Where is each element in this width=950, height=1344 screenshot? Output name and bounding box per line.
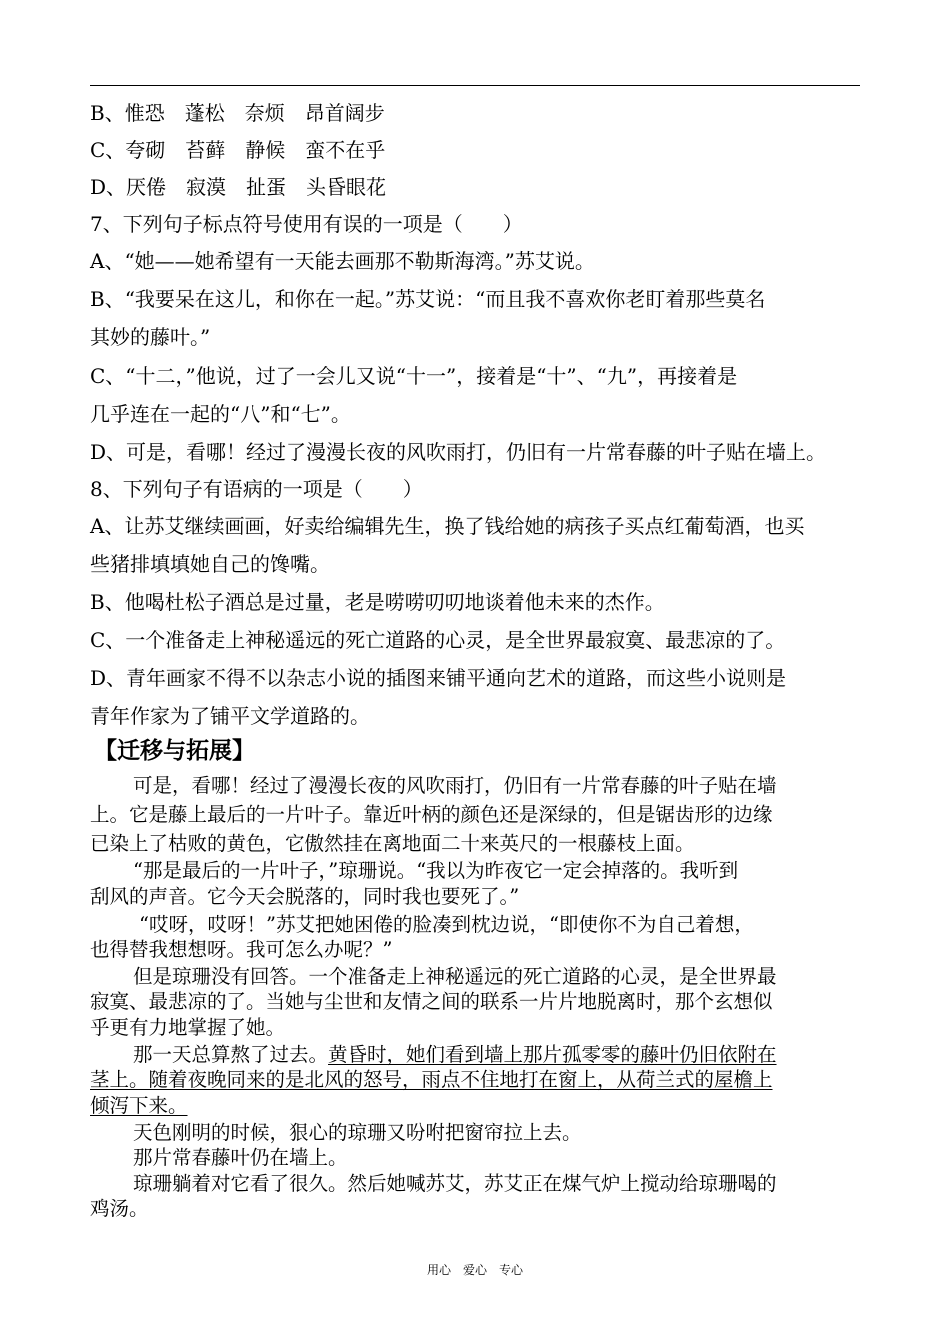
passage-p4-line3: 乎更有力地掌握了她。 <box>90 1016 286 1039</box>
passage-p2-line2: 刮风的声音。它今天会脱落的，同时我也要死了。” <box>90 885 520 908</box>
passage-p1-line2: 上。它是藤上最后的一片叶子。靠近叶柄的颜色还是深绿的，但是锯齿形的边缘 <box>90 803 773 826</box>
header-rule <box>90 85 860 86</box>
passage-p4-line2: 寂寞、最悲凉的了。当她与尘世和友情之间的联系一片片地脱离时，那个玄想似 <box>90 990 773 1013</box>
q7-option-d: D、可是，看哪！经过了漫漫长夜的风吹雨打，仍旧有一片常春藤的叶子贴在墙上。 <box>90 440 827 464</box>
q7-option-b-line2: 其妙的藤叶。” <box>90 325 211 349</box>
passage-p5-line2: 茎上。随着夜晚同来的是北风的怒号，雨点不住地打在窗上，从荷兰式的屋檐上 <box>90 1068 773 1091</box>
passage-p2-line1: “那是最后的一片叶子，”琼珊说。“我以为昨夜它一定会掉落的。我听到 <box>133 859 739 882</box>
q6-option-b: B、惟恐 蓬松 奈烦 昂首阔步 <box>90 101 385 125</box>
passage-p8-line1: 琼珊躺着对它看了很久。然后她喊苏艾，苏艾正在煤气炉上搅动给琼珊喝的 <box>133 1172 777 1195</box>
passage-p3-line1: “哎呀，哎呀！”苏艾把她困倦的脸凑到枕边说，“即使你不为自己着想， <box>139 913 754 936</box>
q8-option-a-line1: A、让苏艾继续画画，好卖给编辑先生，换了钱给她的病孩子买点红葡萄酒，也买 <box>90 514 805 538</box>
passage-p5-plain: 那一天总算熬了过去。 <box>133 1043 329 1066</box>
passage-p7-line1: 那片常春藤叶仍在墙上。 <box>133 1146 348 1169</box>
q6-option-c: C、夸砌 苔藓 静候 蛮不在乎 <box>90 138 386 162</box>
q8-option-d-line2: 青年作家为了铺平文学道路的。 <box>90 704 370 728</box>
passage-p8-line2: 鸡汤。 <box>90 1197 149 1220</box>
passage-p1-line1: 可是，看哪！经过了漫漫长夜的风吹雨打，仍旧有一片常春藤的叶子贴在墙 <box>133 774 777 797</box>
passage-p4-line1: 但是琼珊没有回答。一个准备走上神秘遥远的死亡道路的心灵，是全世界最 <box>133 965 777 988</box>
q8-option-c: C、一个准备走上神秘遥远的死亡道路的心灵，是全世界最寂寞、最悲凉的了。 <box>90 628 786 652</box>
q7-option-a: A、“她——她希望有一天能去画那不勒斯海湾。”苏艾说。 <box>90 249 595 273</box>
passage-p5-line3: 倾泻下来。 <box>90 1094 188 1117</box>
passage-p5-underlined-1: 黄昏时，她们看到墙上那片孤零零的藤叶仍旧依附在 <box>328 1043 777 1066</box>
passage-p1-line3: 已染上了枯败的黄色，它傲然挂在离地面二十来英尺的一根藤枝上面。 <box>90 832 695 855</box>
q7-option-c-line1: C、“十二，”他说，过了一会儿又说“十一”，接着是“十”、“九”，再接着是 <box>90 364 738 388</box>
page-footer: 用心 爱心 专心 <box>426 1263 523 1277</box>
section-title: 【迁移与拓展】 <box>94 738 255 764</box>
passage-p5-line1 <box>133 1043 777 1066</box>
q6-option-d: D、厌倦 寂漠 扯蛋 头昏眼花 <box>90 175 387 199</box>
q7-stem: 7、下列句子标点符号使用有误的一项是（ ） <box>90 212 523 236</box>
q7-option-c-line2: 几乎连在一起的“八”和“七”。 <box>90 402 351 426</box>
q8-stem: 8、下列句子有语病的一项是（ ） <box>90 477 423 501</box>
q7-option-b-line1: B、“我要呆在这儿，和你在一起。”苏艾说：“而且我不喜欢你老盯着那些莫名 <box>90 287 766 311</box>
passage-p3-line2: 也得替我想想呀。我可怎么办呢？” <box>90 938 393 961</box>
q8-option-a-line2: 些猪排填填她自己的馋嘴。 <box>90 552 330 576</box>
q8-option-d-line1: D、青年画家不得不以杂志小说的插图来铺平通向艺术的道路，而这些小说则是 <box>90 666 787 690</box>
q8-option-b: B、他喝杜松子酒总是过量，老是唠唠叨叨地谈着他未来的杰作。 <box>90 590 665 614</box>
passage-p6-line1: 天色刚明的时候，狠心的琼珊又吩咐把窗帘拉上去。 <box>133 1121 582 1144</box>
